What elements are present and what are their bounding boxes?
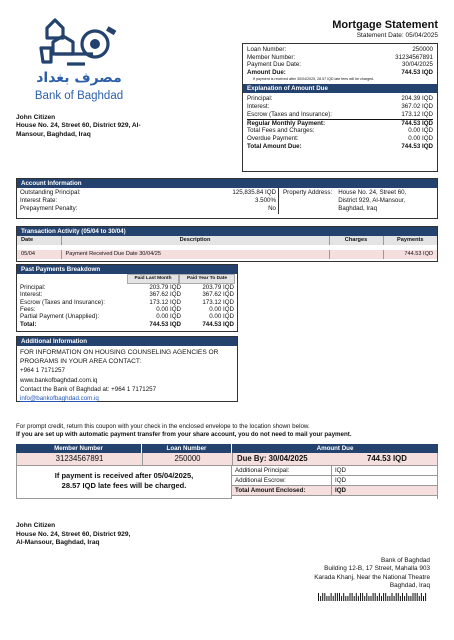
bank-contact-phone: Contact the Bank of Baghdad at: +964 1 7171257 [20, 385, 157, 393]
past-payments-panel [16, 264, 238, 332]
table-row [17, 250, 437, 259]
barcode-bar [358, 596, 359, 601]
barcode-bar [331, 593, 332, 601]
loan-summary [243, 44, 437, 82]
property-address-label: Property Address: [283, 189, 333, 197]
barcode-bar [375, 593, 376, 601]
bank-logo-emblem-icon [33, 18, 123, 70]
coupon-values-row [16, 453, 438, 465]
barcode-bar [392, 593, 393, 601]
transaction-charges [329, 250, 383, 259]
counseling-info-line1: FOR INFORMATION ON HOUSING COUNSELING AGENCIES OR [20, 349, 219, 357]
barcode-bar [402, 593, 403, 601]
barcode-bar [318, 593, 319, 601]
coupon-header-row [16, 444, 438, 453]
barcode-bar [394, 596, 395, 601]
barcode-bar [354, 596, 355, 601]
loan-summary-panel [242, 43, 438, 172]
transaction-activity-header: Transaction Activity (05/04 to 30/04) [17, 227, 437, 236]
recipient-name: John Citizen [16, 114, 56, 121]
coupon-extra-payments [232, 466, 438, 499]
barcode-bar [410, 596, 411, 601]
outstanding-principal-row: Outstanding Principal: 125,835.84 IQD [20, 189, 276, 197]
barcode-bar [320, 596, 321, 601]
table-row: Fees: 0.00 IQD 0.00 IQD [20, 305, 234, 313]
loan-number-row: Loan Number: 250000 [247, 46, 433, 53]
barcode-bar [396, 593, 397, 601]
barcode-bar [339, 593, 340, 601]
sender-address-line1: House No. 24, Street 60, District 929, [16, 530, 131, 538]
barcode-bar [335, 593, 336, 601]
col-paid-last-month: Paid Last Month [127, 274, 179, 284]
counseling-info-line2: PROGRAMS IN YOUR AREA CONTACT: [20, 357, 142, 365]
barcode-bar [421, 593, 422, 601]
barcode-bar [398, 593, 399, 601]
barcode-bar [360, 593, 361, 601]
table-row: Escrow (Taxes and Insurance): 173.12 IQD 173.12 IQD [20, 298, 234, 306]
transaction-table-header [17, 236, 437, 245]
barcode-bar [373, 593, 374, 601]
barcode-bar [364, 596, 365, 601]
coupon-member-number: 31234567891 [17, 453, 143, 464]
transaction-date: 05/04 [17, 250, 61, 259]
barcode-bar [423, 596, 424, 601]
property-address-line2: District 929, Al-Mansour, [338, 197, 406, 205]
barcode-bar [337, 593, 338, 601]
coupon-late-warning-line2: 28.57 IQD late fees will be charged. [61, 480, 187, 490]
exp-overdue-row: Overdue Payment: 0.00 IQD [247, 135, 433, 143]
barcode-bar [404, 596, 405, 601]
barcode-bar [345, 596, 346, 601]
additional-info-panel [16, 336, 238, 402]
prepayment-penalty-row: Prepayment Penalty: No [20, 204, 276, 212]
barcode-bar [356, 593, 357, 601]
exp-principal-row: Principal: 204.39 IQD [247, 94, 433, 102]
exp-escrow-row: Escrow (Taxes and Insurance): 173.12 IQD [247, 110, 433, 118]
coupon-loan-number: 250000 [143, 453, 233, 464]
bank-logo [16, 14, 141, 104]
account-information-panel [16, 178, 438, 219]
coupon-late-warning [16, 466, 232, 499]
additional-info-header: Additional Information [17, 337, 237, 346]
bank-remit-line1: Building 12-B, 17 Street, Mahalla 903 [324, 565, 430, 573]
coupon-due-amount: 744.53 IQD [367, 454, 407, 464]
barcode-bar [408, 596, 409, 601]
explanation-table [243, 93, 437, 153]
statement-date: Statement Date: 05/04/2025 [356, 32, 438, 39]
sender-address [16, 522, 130, 548]
barcode-bar [415, 593, 416, 601]
recipient-address-line2: Mansour, Baghdad, Iraq [16, 130, 91, 138]
coupon-late-warning-line1: If payment is received after 05/04/2025, [54, 470, 194, 480]
interest-rate-row: Interest Rate: 3.500% [20, 197, 276, 205]
exp-regular-payment-row: Regular Monthly Payment: 744.53 IQD [247, 119, 433, 127]
coupon-col-amount: Amount Due [316, 445, 354, 452]
barcode-bar [350, 593, 351, 601]
barcode-bar [341, 596, 342, 601]
bank-remit-name: Bank of Baghdad [380, 557, 430, 564]
coupon-instruction-2: If you are set up with automatic payment transfer from your share account, you do not need to mail your payment. [16, 431, 352, 439]
col-payments: Payments [397, 237, 424, 244]
barcode-bar [329, 596, 330, 601]
bank-website-link[interactable]: www.bankofbaghdad.com.iq [20, 376, 98, 384]
past-payments-table [17, 284, 237, 328]
past-payments-col-headers [17, 274, 237, 284]
barcode-bar [383, 593, 384, 601]
postal-barcode-icon [318, 593, 430, 601]
barcode-bar [347, 596, 348, 601]
barcode-bar [366, 593, 367, 601]
statement-title: Mortgage Statement [332, 19, 438, 31]
additional-principal-input[interactable]: IQD [335, 466, 347, 474]
account-information-header: Account Information [17, 179, 437, 188]
table-row: Interest: 367.62 IQD 367.62 IQD [20, 291, 234, 299]
coupon-due-date: Due By: 30/04/2025 [237, 454, 308, 464]
coupon-col-loan: Loan Number [142, 444, 232, 453]
coupon-instruction-1: For prompt credit, return this coupon with your check in the enclosed envelope to the location shown below. [16, 423, 310, 430]
sender-name: John Citizen [16, 522, 56, 529]
counseling-phone: +964 1 7171257 [20, 367, 65, 375]
explanation-header: Explanation of Amount Due [243, 84, 437, 93]
coupon-col-member: Member Number [16, 444, 142, 453]
total-enclosed-input[interactable]: IQD [335, 487, 347, 495]
transaction-activity-panel [16, 226, 438, 262]
bank-logo-arabic: مصرف بغداد [36, 70, 122, 86]
coupon-additional-principal-row: Additional Principal: IQD [232, 466, 437, 476]
payment-due-date-row: Payment Due Date: 30/04/2025 [247, 61, 433, 69]
barcode-bar [417, 593, 418, 601]
additional-escrow-input[interactable]: IQD [335, 476, 347, 484]
recipient-address-line1: House No. 24, Street 60, District 929, Al- [16, 122, 141, 130]
barcode-bar [322, 593, 323, 601]
col-description: Description [61, 236, 329, 245]
barcode-bar [352, 593, 353, 601]
bank-remit-line2: Karada Khanj, Near the National Theatre [314, 573, 430, 581]
barcode-bar [413, 593, 414, 601]
barcode-bar [377, 596, 378, 601]
barcode-bar [419, 596, 420, 601]
property-address-line3: Baghdad, Iraq [338, 204, 378, 212]
barcode-bar [333, 596, 334, 601]
barcode-bar [368, 596, 369, 601]
barcode-bar [343, 593, 344, 601]
property-address [336, 188, 408, 213]
amount-due-row: Amount Due: 744.53 IQD [247, 68, 433, 76]
coupon-instructions [16, 423, 352, 440]
exp-fees-row: Total Fees and Charges: 0.00 IQD [247, 127, 433, 135]
transaction-payment: 744.53 IQD [404, 250, 433, 257]
barcode-bar [387, 596, 388, 601]
col-charges: Charges [329, 236, 383, 245]
coupon-additional-escrow-row: Additional Escrow: IQD [232, 476, 437, 486]
payment-coupon [16, 444, 438, 499]
recipient-address [16, 114, 141, 139]
table-row: Total: 744.53 IQD 744.53 IQD [20, 320, 234, 328]
bank-email-link[interactable]: info@bankofbaghdad.com.iq [20, 394, 99, 402]
exp-interest-row: Interest: 367.02 IQD [247, 102, 433, 110]
coupon-total-enclosed-row: Total Amount Enclosed: IQD [232, 486, 437, 496]
table-row: Partial Payment (Unapplied): 0.00 IQD 0.00 IQD [20, 313, 234, 321]
sender-address-line2: Al-Mansour, Baghdad, Iraq [16, 539, 100, 547]
barcode-bar [362, 593, 363, 601]
transaction-description: Payment Received Due Date 30/04/25 [61, 250, 329, 259]
bank-logo-english: Bank of Baghdad [34, 90, 124, 102]
barcode-bar [326, 596, 327, 601]
barcode-bar [381, 596, 382, 601]
table-row: Principal: 203.79 IQD 203.79 IQD [20, 283, 234, 291]
col-date: Date [17, 236, 61, 245]
bank-remit-line3: Baghdad, Iraq [389, 581, 430, 589]
barcode-bar [406, 593, 407, 601]
member-number-row: Member Number: 31234567891 [247, 53, 433, 61]
barcode-bar [425, 593, 426, 601]
barcode-bar [371, 596, 372, 601]
late-fee-note: If payment is received after 30/04/2025, 28.57 IQD late fees will be charged. [253, 77, 375, 82]
property-address-line1: House No. 24, Street 60, [338, 189, 407, 197]
barcode-bar [379, 593, 380, 601]
past-payments-header: Past Payments Breakdown [17, 265, 237, 274]
col-paid-ytd: Paid Year To Date [179, 274, 235, 284]
bank-remit-address [314, 557, 430, 590]
barcode-bar [400, 596, 401, 601]
transaction-table [17, 236, 437, 258]
account-details [17, 188, 279, 213]
barcode-bar [389, 596, 390, 601]
barcode-bar [324, 593, 325, 601]
barcode-bar [385, 593, 386, 601]
exp-total-due-row: Total Amount Due: 744.53 IQD [247, 143, 433, 151]
